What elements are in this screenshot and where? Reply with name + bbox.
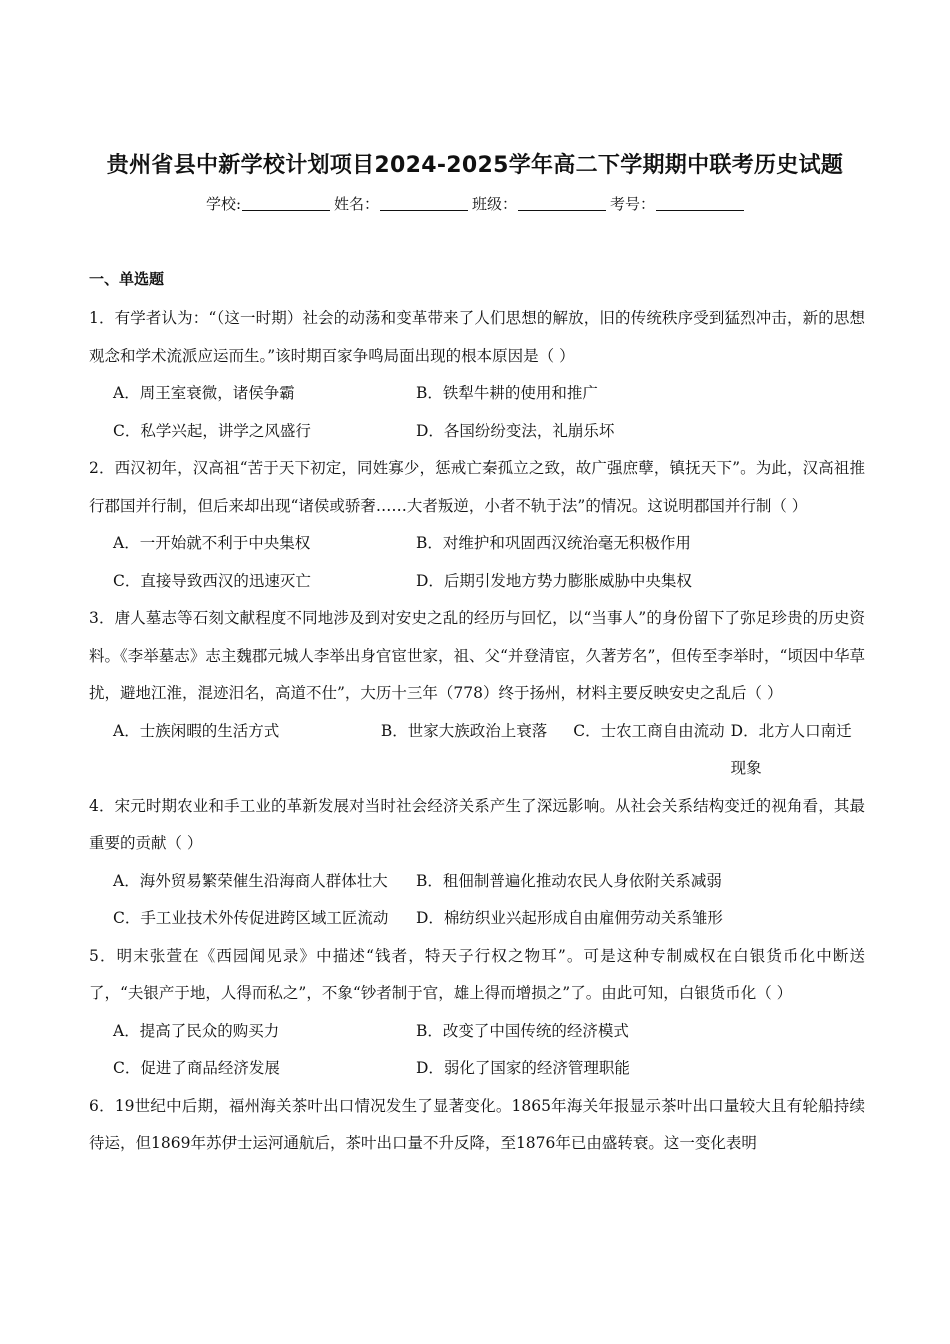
exam-number-field [610, 193, 744, 214]
name-blank [380, 196, 468, 211]
option-a: A．士族闲暇的生活方式 [113, 721, 280, 740]
option-c: C．士农工商自由流动 [573, 721, 725, 740]
option-a: A．周王室衰微，诸侯争霸 [113, 384, 295, 402]
class-field [472, 193, 606, 214]
option-c: C．手工业技术外传促进跨区域工匠流动 [113, 909, 389, 927]
question-2 [89, 450, 865, 600]
option-row [113, 1013, 865, 1051]
question-4 [89, 788, 865, 938]
question-6 [89, 1088, 865, 1163]
name-label: 姓名： [334, 195, 380, 213]
option-d: D．北方人口南迁现象 [730, 721, 852, 777]
class-blank [518, 196, 606, 211]
option-d: D．后期引发地方势力膨胀威胁中央集权 [416, 571, 692, 590]
options [89, 525, 865, 600]
option-row [113, 863, 865, 901]
question-1 [89, 300, 865, 450]
question-stem: 4．宋元时期农业和手工业的革新发展对当时社会经济关系产生了深远影响。从社会关系结构变迁的视角看，其最重要的贡献（ ） [89, 796, 865, 852]
question-3 [89, 600, 865, 788]
option-c: C．直接导致西汉的迅速灭亡 [113, 571, 311, 590]
options [89, 713, 865, 788]
question-stem: 3．唐人墓志等石刻文献程度不同地涉及到对安史之乱的经历与回忆，以“当事人”的身份留下了弥足珍贵的历史资料。《李举墓志》志主魏郡元城人李举出身官宦世家，祖、父“并登清宦，久著芳名”，但传至李举时，“顷因中华草扰，避地江淮，混迹汨名，高道不仕”，大历十三年（778）终于扬州，材料主要反映安史之乱后（ ） [89, 609, 865, 702]
option-c: C．私学兴起，讲学之风盛行 [113, 421, 311, 440]
option-row [113, 1050, 865, 1088]
school-label: 学校: [205, 195, 241, 213]
option-d: D．棉纺织业兴起形成自由雇佣劳动关系雏形 [416, 909, 723, 927]
option-b: B．租佃制普遍化推动农民人身依附关系减弱 [416, 871, 722, 890]
option-a: A．一开始就不利于中央集权 [113, 534, 311, 552]
option-d: D．弱化了国家的经济管理职能 [416, 1059, 630, 1077]
option-row [113, 375, 865, 413]
option-b: B．改变了中国传统的经济模式 [416, 1021, 629, 1040]
class-label: 班级： [472, 195, 518, 213]
option-b: B．对维护和巩固西汉统治毫无积极作用 [416, 534, 691, 552]
option-a: A．海外贸易繁荣催生沿海商人群体壮大 [113, 871, 388, 890]
options [89, 863, 865, 938]
student-info-line [0, 193, 950, 214]
question-5 [89, 938, 865, 1088]
option-row [113, 713, 865, 788]
school-field [206, 193, 330, 214]
exam-number-label: 考号： [610, 195, 656, 213]
option-row [113, 563, 865, 601]
option-row [113, 413, 865, 451]
exam-title: 贵州省县中新学校计划项目2024-2025学年高二下学期期中联考历史试题 [106, 153, 844, 178]
section-title: 一、单选题 [89, 270, 165, 288]
option-a: A．提高了民众的购买力 [113, 1021, 280, 1040]
option-c: C．促进了商品经济发展 [113, 1059, 280, 1077]
option-row [113, 525, 865, 563]
option-b: B．世家大族政治上衰落 [380, 721, 548, 740]
options [89, 1013, 865, 1088]
question-stem: 2．西汉初年，汉高祖“苦于天下初定，同姓寡少，惩戒亡秦孤立之致，故广强庶孽，镇抚天下”。为此，汉高祖推行郡国并行制，但后来却出现“诸侯或骄奢……大者叛逆，小者不轨于法”的情况。这说明郡国并行制（ ） [89, 459, 865, 515]
question-stem: 5．明末张萱在《西园闻见录》中描述“钱者，特天子行权之物耳”。可是这种专制威权在白银货币化中断送了，“夫银产于地，人得而私之”，不象“钞者制于官，雄上得而增损之”了。由此可知，白银货币化（ ） [89, 946, 865, 1002]
option-d: D．各国纷纷变法，礼崩乐坏 [416, 421, 615, 440]
question-stem: 6．19世纪中后期，福州海关茶叶出口情况发生了显著变化。1865年海关年报显示茶叶出口量较大且有轮船持续待运，但1869年苏伊士运河通航后，茶叶出口量不升反降，至1876年已由盛转衰。这一变化表明 [89, 1096, 865, 1152]
school-blank [242, 196, 330, 211]
options [89, 375, 865, 450]
question-stem: 1．有学者认为：“（这一时期）社会的动荡和变革带来了人们思想的解放，旧的传统秩序受到猛烈冲击，新的思想观念和学术流派应运而生。”该时期百家争鸣局面出现的根本原因是（ ） [89, 309, 865, 365]
name-field [334, 193, 468, 214]
exam-number-blank [656, 196, 744, 211]
option-row [113, 900, 865, 938]
option-b: B．铁犁牛耕的使用和推广 [416, 384, 598, 402]
questions-container [89, 300, 865, 1163]
